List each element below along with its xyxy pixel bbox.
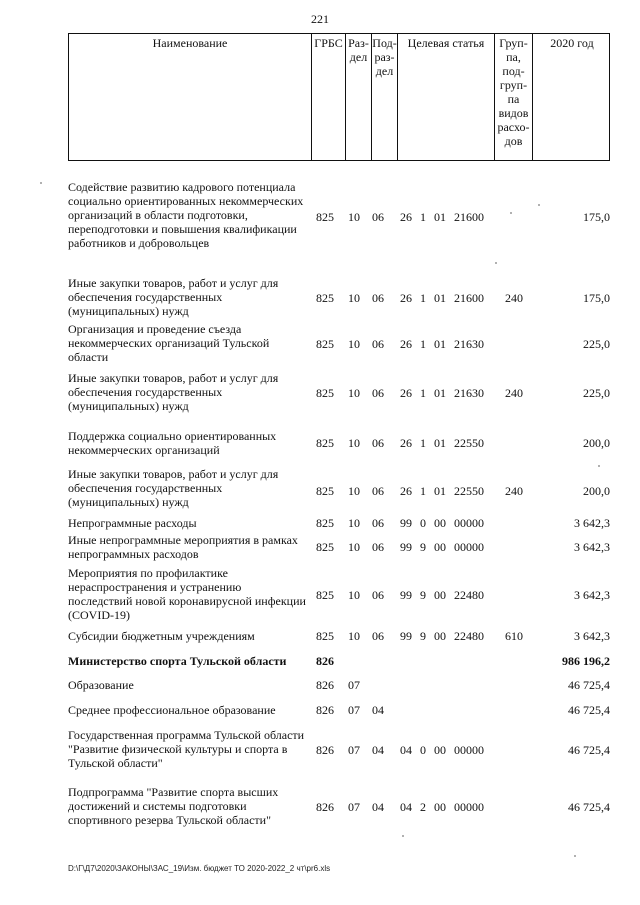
row-sum: 3 642,3 (574, 516, 610, 530)
header-celevaya: Целевая статья (398, 34, 495, 160)
row-cs-event: 01 (434, 484, 446, 498)
row-podrazdel: 06 (372, 484, 384, 498)
row-sum: 46 725,4 (568, 678, 610, 692)
row-cs-direction: 00000 (454, 800, 484, 814)
header-vid-line: па, (506, 50, 521, 64)
header-razdel-line: дел (349, 50, 368, 64)
row-name: Мероприятия по профилактике нераспространения и устранению последствий новой коронавирусной инфекции (COVID-19) (68, 566, 306, 622)
header-vid-line: расхо- (497, 120, 530, 134)
row-razdel: 10 (348, 540, 360, 554)
row-cs-program: 26 (400, 436, 412, 450)
row-cs-event: 01 (434, 291, 446, 305)
row-sum: 175,0 (583, 291, 610, 305)
footer-file-path: D:\Г\Д7\2020\ЗАКОНЫ\ЗАС_19\Изм. бюджет ТО 2020-2022_2 чт\pr6.xls (68, 864, 331, 873)
row-cs-event: 00 (434, 800, 446, 814)
scan-speck (574, 855, 576, 857)
row-grbs: 825 (316, 337, 334, 351)
row-cs-subprogram: 0 (420, 743, 426, 757)
header-vid-line: видов (498, 106, 529, 120)
row-name: Среднее профессиональное образование (68, 703, 276, 717)
row-cs-subprogram: 0 (420, 516, 426, 530)
header-podrazdel (372, 34, 398, 160)
row-grbs: 825 (316, 629, 334, 643)
row-cs-subprogram: 9 (420, 588, 426, 602)
header-vid-line: груп- (499, 78, 528, 92)
header-vid-line: дов (504, 134, 523, 148)
header-vid-line: па (507, 92, 520, 106)
row-name: Поддержка социально ориентированных некоммерческих организаций (68, 429, 277, 457)
row-cs-subprogram: 9 (420, 629, 426, 643)
row-name: Государственная программа Тульской области "Развитие физической культуры и спорта в Тульской области" (68, 728, 305, 770)
row-sum: 3 642,3 (574, 588, 610, 602)
row-sum: 3 642,3 (574, 540, 610, 554)
row-cs-program: 99 (400, 588, 412, 602)
row-name: Содействие развитию кадрового потенциала социально ориентированных некоммерческих организаций в области подготовки, переподготовки и повышения квалификации работников и добровольцев (68, 180, 304, 250)
row-cs-event: 01 (434, 436, 446, 450)
row-cs-subprogram: 1 (420, 386, 426, 400)
header-razdel-line: Раз- (348, 36, 369, 50)
row-cs-program: 26 (400, 210, 412, 224)
row-grbs: 826 (316, 800, 334, 814)
row-podrazdel: 06 (372, 516, 384, 530)
row-grbs: 825 (316, 588, 334, 602)
row-razdel: 10 (348, 436, 360, 450)
row-podrazdel: 06 (372, 386, 384, 400)
row-grbs: 825 (316, 540, 334, 554)
row-sum: 225,0 (583, 386, 610, 400)
row-name: Организация и проведение съезда некоммерческих организаций Тульской области (68, 322, 270, 364)
row-grbs: 825 (316, 210, 334, 224)
row-name: Подпрограмма "Развитие спорта высших достижений и системы подготовки спортивного резерва Тульской области" (68, 785, 279, 827)
row-cs-direction: 21630 (454, 386, 484, 400)
row-cs-program: 26 (400, 386, 412, 400)
row-cs-program: 26 (400, 291, 412, 305)
row-cs-subprogram: 1 (420, 337, 426, 351)
header-razdel (346, 34, 372, 160)
row-grbs: 826 (316, 743, 334, 757)
row-cs-event: 00 (434, 629, 446, 643)
scan-speck (402, 835, 404, 837)
header-podrazdel-line: раз- (374, 50, 395, 64)
row-cs-program: 99 (400, 540, 412, 554)
row-cs-event: 00 (434, 588, 446, 602)
row-sum: 3 642,3 (574, 629, 610, 643)
row-podrazdel: 06 (372, 540, 384, 554)
row-razdel: 10 (348, 386, 360, 400)
row-name: Иные закупки товаров, работ и услуг для обеспечения государственных (муниципальных) нужд (68, 371, 279, 413)
row-cs-direction: 00000 (454, 540, 484, 554)
row-cs-program: 99 (400, 629, 412, 643)
row-grbs: 825 (316, 436, 334, 450)
row-cs-program: 99 (400, 516, 412, 530)
row-grbs: 826 (316, 654, 334, 668)
row-grbs: 826 (316, 703, 334, 717)
row-podrazdel: 06 (372, 291, 384, 305)
row-grbs: 826 (316, 678, 334, 692)
row-sum: 46 725,4 (568, 800, 610, 814)
row-cs-direction: 21600 (454, 210, 484, 224)
row-cs-direction: 00000 (454, 516, 484, 530)
page-number: 221 (311, 12, 329, 26)
row-sum: 200,0 (583, 436, 610, 450)
header-grbs: ГРБС (312, 34, 346, 160)
row-cs-event: 00 (434, 540, 446, 554)
row-razdel: 07 (348, 800, 360, 814)
row-sum: 46 725,4 (568, 743, 610, 757)
row-name: Субсидии бюджетным учреждениям (68, 629, 255, 643)
row-vid: 240 (505, 291, 523, 305)
row-sum: 986 196,2 (562, 654, 610, 668)
row-razdel: 07 (348, 703, 360, 717)
row-razdel: 10 (348, 210, 360, 224)
row-name: Непрограммные расходы (68, 516, 197, 530)
row-podrazdel: 04 (372, 703, 384, 717)
row-grbs: 825 (316, 386, 334, 400)
row-cs-event: 01 (434, 386, 446, 400)
row-podrazdel: 04 (372, 743, 384, 757)
row-cs-event: 00 (434, 516, 446, 530)
row-cs-subprogram: 2 (420, 800, 426, 814)
row-cs-direction: 22480 (454, 588, 484, 602)
row-cs-direction: 21600 (454, 291, 484, 305)
header-vid-line: Груп- (499, 36, 528, 50)
row-vid: 240 (505, 386, 523, 400)
scan-speck (510, 212, 512, 214)
row-sum: 225,0 (583, 337, 610, 351)
header-vid (495, 34, 533, 160)
row-vid: 610 (505, 629, 523, 643)
row-cs-subprogram: 1 (420, 210, 426, 224)
row-cs-direction: 21630 (454, 337, 484, 351)
row-cs-subprogram: 1 (420, 291, 426, 305)
scan-speck (598, 465, 600, 467)
header-podrazdel-line: дел (375, 64, 394, 78)
row-cs-direction: 22550 (454, 436, 484, 450)
row-vid: 240 (505, 484, 523, 498)
table-header (68, 33, 610, 161)
header-year: 2020 год (550, 36, 594, 50)
row-name: Иные закупки товаров, работ и услуг для обеспечения государственных (муниципальных) нужд (68, 467, 279, 509)
header-podrazdel-line: Под- (372, 36, 397, 50)
row-cs-event: 01 (434, 210, 446, 224)
row-cs-subprogram: 9 (420, 540, 426, 554)
row-sum: 175,0 (583, 210, 610, 224)
row-name: Иные закупки товаров, работ и услуг для обеспечения государственных (муниципальных) нужд (68, 276, 279, 318)
row-podrazdel: 06 (372, 210, 384, 224)
row-cs-direction: 22480 (454, 629, 484, 643)
row-name: Образование (68, 678, 134, 692)
scan-speck (495, 262, 497, 264)
row-razdel: 10 (348, 629, 360, 643)
row-cs-program: 04 (400, 743, 412, 757)
row-name: Иные непрограммные мероприятия в рамках непрограммных расходов (68, 533, 298, 561)
row-razdel: 07 (348, 678, 360, 692)
row-sum: 200,0 (583, 484, 610, 498)
scan-speck (538, 204, 540, 206)
row-razdel: 10 (348, 588, 360, 602)
row-cs-program: 26 (400, 337, 412, 351)
row-cs-program: 26 (400, 484, 412, 498)
row-sum: 46 725,4 (568, 703, 610, 717)
row-podrazdel: 06 (372, 337, 384, 351)
row-razdel: 10 (348, 291, 360, 305)
row-razdel: 10 (348, 516, 360, 530)
header-vid-line: под- (502, 64, 525, 78)
row-cs-direction: 00000 (454, 743, 484, 757)
row-razdel: 10 (348, 337, 360, 351)
row-podrazdel: 06 (372, 629, 384, 643)
row-cs-program: 04 (400, 800, 412, 814)
scan-speck (40, 182, 42, 184)
row-razdel: 07 (348, 743, 360, 757)
row-cs-subprogram: 1 (420, 436, 426, 450)
row-podrazdel: 06 (372, 588, 384, 602)
row-cs-event: 01 (434, 337, 446, 351)
row-name: Министерство спорта Тульской области (68, 654, 287, 668)
row-grbs: 825 (316, 484, 334, 498)
row-cs-event: 00 (434, 743, 446, 757)
header-name: Наименование (69, 34, 312, 160)
row-cs-subprogram: 1 (420, 484, 426, 498)
row-cs-direction: 22550 (454, 484, 484, 498)
row-grbs: 825 (316, 516, 334, 530)
row-podrazdel: 06 (372, 436, 384, 450)
row-grbs: 825 (316, 291, 334, 305)
row-podrazdel: 04 (372, 800, 384, 814)
row-razdel: 10 (348, 484, 360, 498)
